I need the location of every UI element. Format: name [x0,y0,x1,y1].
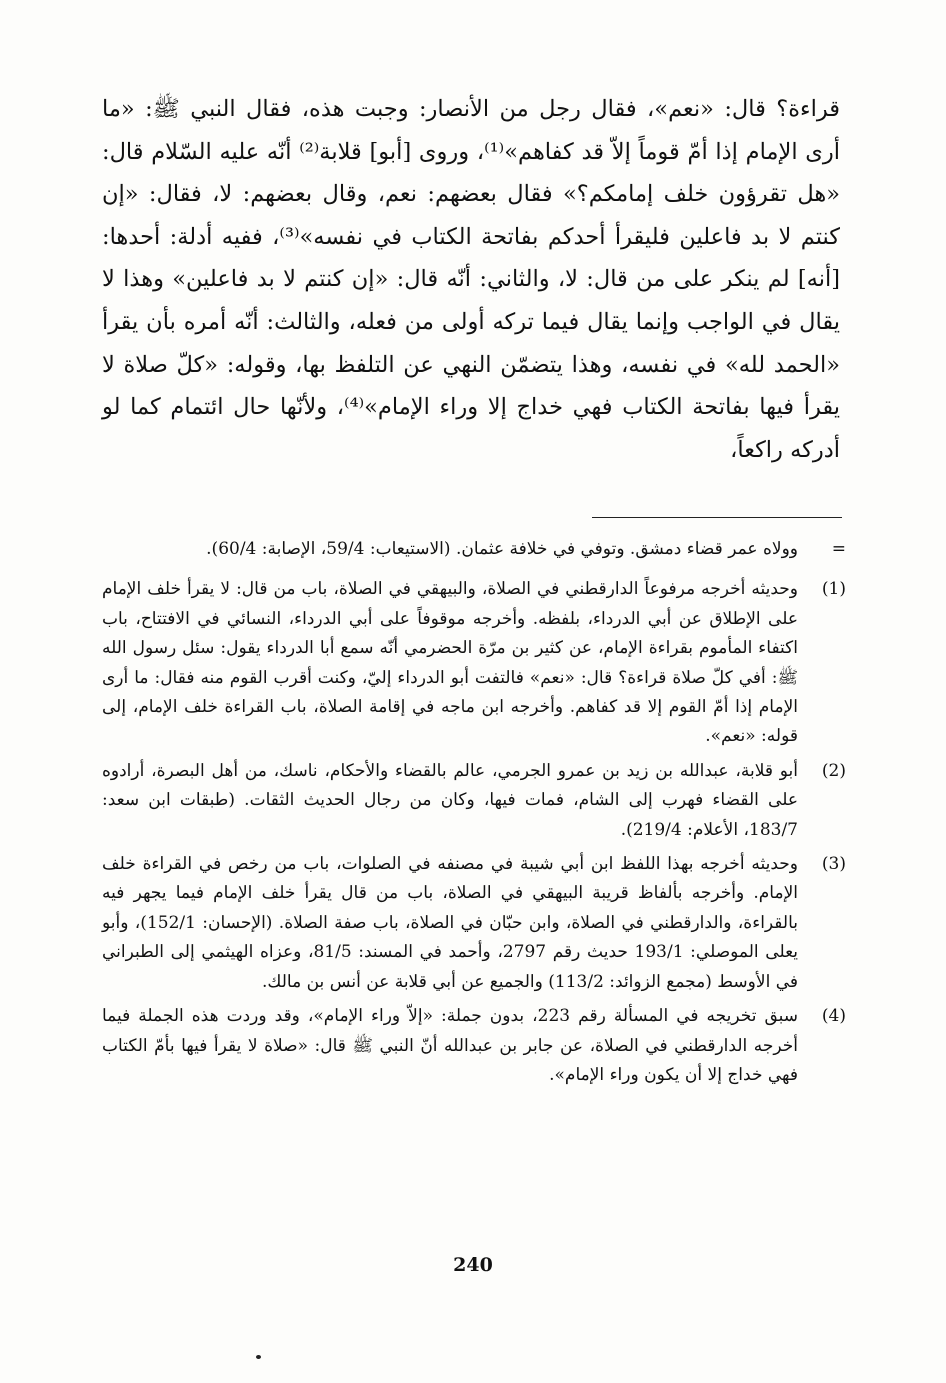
footnote-marker: = [831,539,846,559]
scan-speck [256,1355,261,1359]
footnote-4 [102,1002,846,1090]
footnote-divider [592,517,842,518]
page-number: 240 [453,1254,493,1276]
main-text-block [102,88,840,471]
footnote-text: سبق تخريجه في المسألة رقم 223، بدون جملة: «إلاّ وراء الإمام»، وقد وردت هذه الجملة فيما أخرجه الدارقطني في الصلاة، عن جابر بن عبدالله أنّ النبي ﷺ قال: «صلاة لا يقرأ فيها بأمّ الكتاب فهي خداج إلا أن يكون وراء الإمام». [102,1006,798,1085]
footnote-marker: (4) [821,1006,846,1027]
footnote-text: وحديثه أخرجه مرفوعاً الدارقطني في الصلاة، والبيهقي في الصلاة، باب من قال: لا يقرأ خلف الإمام على الإطلاق عن أبي الدرداء، بلفظه. وأخرجه موقوفاً على أبي الدرداء، النسائي في الافتتاح، باب اكتفاء المأموم بقراءة الإمام، عن كثير بن مرّة الحضرمي أنّه سمع أبا الدرداء يقول: سئل رسول الله ﷺ: أفي كلّ صلاة قراءة؟ قال: «نعم» فالتفت أبو الدرداء إليّ، وكنت أقرب القوم منه فقال: ما أرى الإمام إذا أمّ القوم إلا قد كفاهم. وأخرجه ابن ماجه في إقامة الصلاة، باب القراءة خلف الإمام، إلى قوله: «نعم». [102,579,798,747]
footnote-text: أبو قلابة، عبدالله بن زيد بن عمرو الجرمي، عالم بالقضاء والأحكام، ناسك، من أهل البصرة، أرادوه على القضاء فهرب إلى الشام، فمات فيها، وكان من رجال الحديث الثقات. (طبقات ابن سعد: 183/7، الأعلام: 219/4). [102,760,798,840]
footnote-continuation [102,535,846,570]
footnote-text: وولاه عمر قضاء دمشق. وتوفي في خلافة عثمان. (الاستيعاب: 59/4، الإصابة: 60/4). [206,539,798,559]
footnote-2 [102,757,846,845]
main-paragraph: قراءة؟ قال: «نعم»، فقال رجل من الأنصار: وجبت هذه، فقال النبي ﷺ: «ما أرى الإمام إذا أمّ قوماً إلاّ قد كفاهم»⁽¹⁾، وروى [أبو] قلابة⁽²⁾ أنّه عليه السّلام قال: «هل تقرؤون خلف إمامكم؟» فقال بعضهم: نعم، وقال بعضهم: لا، فقال: «إن كنتم لا بد فاعلين فليقرأ أحدكم بفاتحة الكتاب في نفسه»⁽³⁾، ففيه أدلة: أحدها: [أنه] لم ينكر على من قال: لا، والثاني: أنّه قال: «إن كنتم لا بد فاعلين» وهذا لا يقال في الواجب وإنما يقال فيما تركه أولى من فعله، والثالث: أنّه أمره بأن يقرأ «الحمد لله» في نفسه، وهذا يتضمّن النهي عن التلفظ بها، وقوله: «كلّ صلاة لا يقرأ فيها بفاتحة الكتاب فهي خداج إلا وراء الإمام»⁽⁴⁾، ولأنّها حال ائتمام كما لو أدركه راكعاً، [102,96,841,463]
footnote-3 [102,850,846,997]
footnote-marker: (2) [821,760,846,781]
footnote-text: وحديثه أخرجه بهذا اللفظ ابن أبي شيبة في مصنفه في الصلوات، باب من رخص في القراءة خلف الإمام. وأخرجه بألفاظ قريبة البيهقي في الصلاة، باب من قال يقرأ خلف الإمام فيما يجهر فيه بالقراءة، والدارقطني في الصلاة، وابن حبّان في الصلاة، باب صفة الصلاة. (الإحسان: 152/1)، وأبو يعلى الموصلي: 193/1 حديث رقم 2797، وأحمد في المسند: 81/5، وعزاه الهيثمي إلى الطبراني في الأوسط (مجمع الزوائد: 113/2) والجميع عن أبي قلابة عن أنس بن مالك. [102,854,799,992]
footnote-1 [102,575,846,751]
footnote-marker: (1) [821,579,846,600]
footnotes-section [102,535,846,1090]
footnote-marker: (3) [821,854,846,875]
